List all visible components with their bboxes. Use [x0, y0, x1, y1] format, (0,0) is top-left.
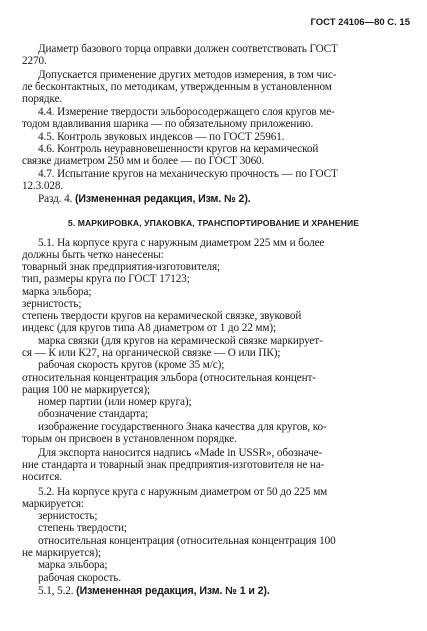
- amendment-prefix: 5.1, 5.2.: [38, 585, 77, 597]
- text-line: маркируется:: [22, 498, 84, 510]
- text-line: 4.7. Испытание кругов на механическую прочность — по ГОСТ: [38, 168, 338, 180]
- text-line: ся — К или К27, на органической связке — О или ПК);: [22, 347, 281, 359]
- text-line: рабочая скорость.: [38, 572, 122, 584]
- text-line: порядке.: [22, 93, 63, 105]
- text-line: индекс (для кругов типа А8 диаметром от 1 до 22 мм);: [22, 322, 276, 334]
- text-line: изображение государственного Знака качества для кругов, ко-: [38, 421, 327, 433]
- section-title: 5. МАРКИРОВКА, УПАКОВКА, ТРАНСПОРТИРОВАНИЕ И ХРАНЕНИЕ: [67, 218, 360, 228]
- text-line: рация 100 не маркируется);: [22, 384, 151, 396]
- text-line: рабочая скорость кругов (кроме 35 м/с);: [38, 359, 225, 371]
- text-line: 4.6. Контроль неуравновешенности кругов на керамической: [38, 143, 319, 155]
- text-line: 2270.: [22, 55, 47, 67]
- text-line: относительная концентрация эльбора (относительная концент-: [22, 372, 316, 384]
- amendment-text: (Измененная редакция, Изм. № 2).: [74, 193, 251, 205]
- text-line: тодом вдавливания шарика — по обязательному приложению.: [22, 118, 314, 130]
- text-line: 5.2. На корпусе круга с наружным диаметром от 50 до 225 мм: [38, 486, 328, 498]
- amendment-note: [0, 585, 427, 598]
- text-line: марка эльбора;: [22, 286, 92, 298]
- text-line: степень твердости кругов на керамической связке, звуковой: [22, 310, 302, 322]
- text-line: товарный знак предприятия-изготовителя;: [22, 261, 221, 273]
- text-line: Диаметр базового торца оправки должен соответствовать ГОСТ: [38, 43, 338, 55]
- amendment-prefix: Разд. 4.: [38, 193, 75, 205]
- text-line: степень твердости;: [38, 522, 127, 534]
- running-header: ГОСТ 24106—80 С. 15: [310, 17, 410, 28]
- text-line: номер партии (или номер круга);: [38, 396, 192, 408]
- text-line: должны быть четко нанесены:: [22, 249, 164, 261]
- text-line: Для экспорта наносится надпись «Made in USSR», обозначе-: [38, 447, 323, 459]
- text-line: носится.: [22, 471, 62, 483]
- text-line: ние стандарта и товарный знак предприятия-изготовителя не на-: [22, 459, 325, 471]
- text-line: связке диаметром 250 мм и более — по ГОСТ 3060.: [22, 155, 265, 167]
- text-line: тип, размеры круга по ГОСТ 17123;: [22, 273, 190, 285]
- amendment-text: (Измененная редакция, Изм. № 1 и 2).: [76, 585, 270, 597]
- text-line: торым он присвоен в установленном порядке.: [22, 433, 237, 445]
- text-line: относительная концентрация (относительная концентрация 100: [38, 535, 336, 547]
- text-line: 4.4. Измерение твердости эльборосодержащего слоя кругов ме-: [38, 106, 335, 118]
- text-line: марка связки (для кругов на керамической связке маркирует-: [38, 335, 323, 347]
- amendment-note: [0, 193, 427, 206]
- text-line: обозначение стандарта;: [38, 408, 149, 420]
- text-line: ле бесконтактных, по методикам, утвержденным в установленном: [22, 81, 332, 93]
- text-line: зернистость;: [38, 510, 98, 522]
- text-line: 12.3.028.: [22, 180, 64, 192]
- text-line: не маркируется);: [22, 547, 101, 559]
- text-line: 4.5. Контроль звуковых индексов — по ГОСТ 25961.: [38, 131, 285, 143]
- text-line: Допускается применение других методов измерения, в том чис-: [38, 69, 337, 81]
- text-line: 5.1. На корпусе круга с наружным диаметром 225 мм и более: [38, 237, 325, 249]
- text-line: зернистость;: [22, 298, 82, 310]
- text-line: марка эльбора;: [38, 559, 108, 571]
